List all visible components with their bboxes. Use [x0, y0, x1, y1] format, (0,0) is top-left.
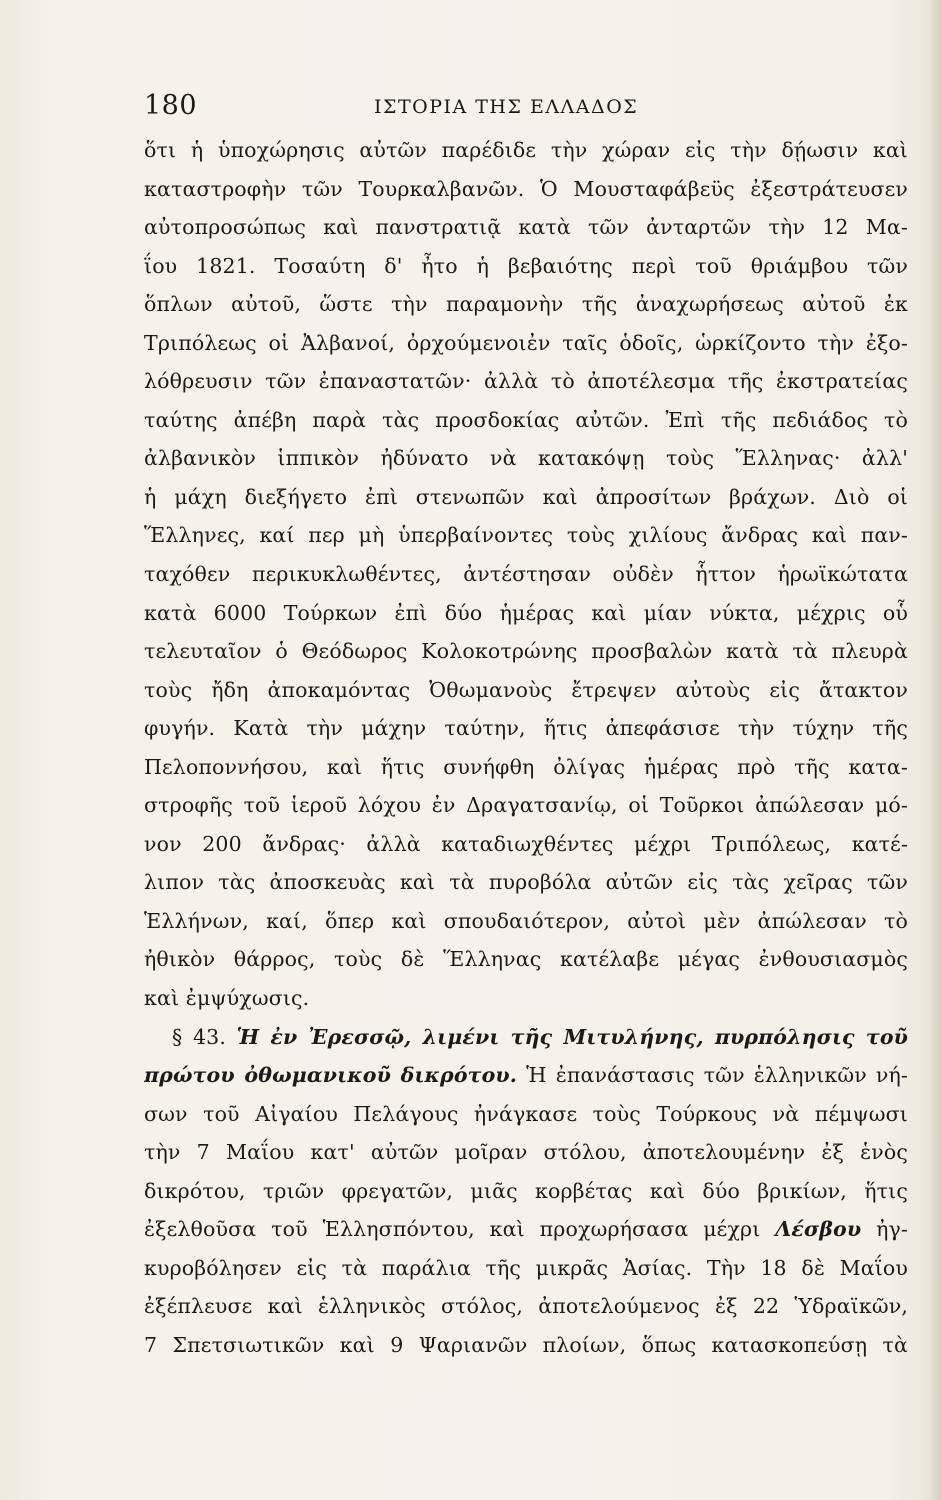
paragraph-1 — [144, 131, 908, 1018]
section-heading-line-2 — [144, 1056, 908, 1095]
text-line: τελευταῖον ὁ Θεόδωρος Κολοκοτρώνης προσβαλὼν κατὰ τὰ πλευρὰ — [144, 639, 908, 664]
text-line: 7 Σπετσιωτικῶν καὶ 9 Ψαριανῶν πλοίων, ὅπως κατασκοπεύσῃ τὰ — [144, 1332, 908, 1357]
text-line: αὐτοπροσώπως καὶ πανστρατιᾷ κατὰ τῶν ἀνταρτῶν τὴν 12 Μα- — [144, 215, 908, 240]
text-line: φυγήν. Κατὰ τὴν μάχην ταύτην, ἥτις ἀπεφάσισε τὴν τύχην τῆς — [144, 716, 908, 741]
page-header — [144, 88, 906, 128]
text-line: ὅπλων αὐτοῦ, ὥστε τὴν παραμονὴν τῆς ἀναχωρήσεως αὐτοῦ ἐκ — [144, 292, 908, 317]
text-line: ἠθικὸν θάρρος, τοὺς δὲ Ἕλληνας κατέλαβε μέγας ἐνθουσιασμὸς — [144, 947, 908, 972]
text-line: Τριπόλεως οἱ Ἀλβανοί, ὀρχούμενοιἐν ταῖς ὁδοῖς, ὡρκίζοντο τὴν ἐξο- — [144, 330, 908, 355]
section-heading-part1: Ἡ ἐν Ἐρεσσῷ, λιμένι τῆς Μιτυλήνης, πυρπόλησις τοῦ — [236, 1024, 908, 1049]
section-heading-part2: πρώτου ὀθωμανικοῦ δικρότου. — [144, 1063, 518, 1088]
text-line: σων τοῦ Αἰγαίου Πελάγους ἠνάγκασε τοὺς Τούρκους νὰ πέμψωσι — [144, 1101, 908, 1126]
running-title: ΙΣΤΟΡΙΑ ΤΗΣ ΕΛΛΑΔΟΣ — [374, 96, 639, 118]
text-line: στροφῆς τοῦ ἱεροῦ λόχου ἐν Δραγατσανίῳ, οἱ Τοῦρκοι ἀπώλεσαν μό- — [144, 793, 908, 818]
page-number: 180 — [144, 90, 198, 121]
body-text — [144, 131, 908, 1365]
text-line-lesvos — [144, 1210, 908, 1249]
text-line: λόθρευσιν τῶν ἐπαναστατῶν· ἀλλὰ τὸ ἀποτέλεσμα τῆς ἐκστρατείας — [144, 369, 908, 394]
text-line: Ἕλληνες, καί περ μὴ ὑπερβαίνοντες τοὺς χιλίους ἄνδρας καὶ παν- — [144, 523, 908, 548]
text-line: καταστροφὴν τῶν Τουρκαλβανῶν. Ὁ Μουσταφάβεϋς ἐξεστράτευσεν — [144, 176, 908, 201]
section-43 — [144, 1018, 908, 1365]
text-line: νον 200 ἄνδρας· ἀλλὰ καταδιωχθέντες μέχρι Τριπόλεως, κατέ- — [144, 831, 908, 856]
text-line: λιπον τὰς ἀποσκευὰς καὶ τὰ πυροβόλα αὐτῶν εἰς τὰς χεῖρας τῶν — [144, 870, 908, 895]
section-text: ἠγ- — [876, 1217, 908, 1242]
text-line: κατὰ 6000 Τούρκων ἐπὶ δύο ἡμέρας καὶ μίαν νύκτα, μέχρις οὗ — [144, 600, 908, 625]
text-line: Πελοποννήσου, καὶ ἥτις συνήφθη ὀλίγας ἡμέρας πρὸ τῆς κατα- — [144, 754, 908, 779]
place-name-italic: Λέσβου — [775, 1217, 862, 1242]
text-line: ΐου 1821. Τοσαύτη δ' ἦτο ἡ βεβαιότης περὶ τοῦ θριάμβου τῶν — [144, 253, 908, 278]
section-heading-line — [144, 1018, 908, 1057]
page-edge-shadow — [927, 0, 941, 1500]
text-line: τὴν 7 Μαΐου κατ' αὐτῶν μοῖραν στόλου, ἀποτελουμένην ἐξ ἑνὸς — [144, 1140, 908, 1165]
text-line: κυροβόλησεν εἰς τὰ παράλια τῆς μικρᾶς Ἀσίας. Τὴν 18 δὲ Μαΐου — [144, 1255, 908, 1280]
text-line: καὶ ἐμψύχωσις. — [144, 986, 310, 1011]
text-line: ἀλβανικὸν ἱππικὸν ἠδύνατο νὰ κατακόψῃ τοὺς Ἕλληνας· ἀλλ' — [144, 446, 908, 471]
text-line: ἐξέπλευσε καὶ ἑλληνικὸς στόλος, ἀποτελούμενος ἐξ 22 Ὑδραϊκῶν, — [144, 1294, 908, 1319]
text-line: ὅτι ἡ ὑποχώρησις αὐτῶν παρέδιδε τὴν χώραν εἰς τὴν δῄωσιν καὶ — [144, 138, 908, 162]
text-line: ἡ μάχη διεξήγετο ἐπὶ στενωπῶν καὶ ἀπροσίτων βράχων. Διὸ οἱ — [144, 484, 908, 509]
text-line: δικρότου, τριῶν φρεγατῶν, μιᾶς κορβέτας καὶ δύο βρικίων, ἥτις — [144, 1178, 908, 1203]
text-line: ταχόθεν περικυκλωθέντες, ἀντέστησαν οὐδὲν ἧττον ἡρωϊκώτατα — [144, 562, 908, 587]
text-line: ταύτης ἀπέβη παρὰ τὰς προσδοκίας αὐτῶν. Ἐπὶ τῆς πεδιάδος τὸ — [144, 407, 908, 432]
text-line: τοὺς ἤδη ἀποκαμόντας Ὀθωμανοὺς ἔτρεψεν αὐτοὺς εἰς ἄτακτον — [144, 677, 908, 702]
section-number: § 43. — [172, 1024, 227, 1049]
section-text: ἐξελθοῦσα τοῦ Ἑλλησπόντου, καὶ προχωρήσασα μέχρι — [144, 1217, 761, 1242]
section-text: Ἡ ἐπανάστασις τῶν ἑλληνικῶν νή- — [526, 1063, 908, 1088]
text-line: Ἑλλήνων, καί, ὅπερ καὶ σπουδαιότερον, αὐτοὶ μὲν ἀπώλεσαν τὸ — [144, 908, 908, 933]
